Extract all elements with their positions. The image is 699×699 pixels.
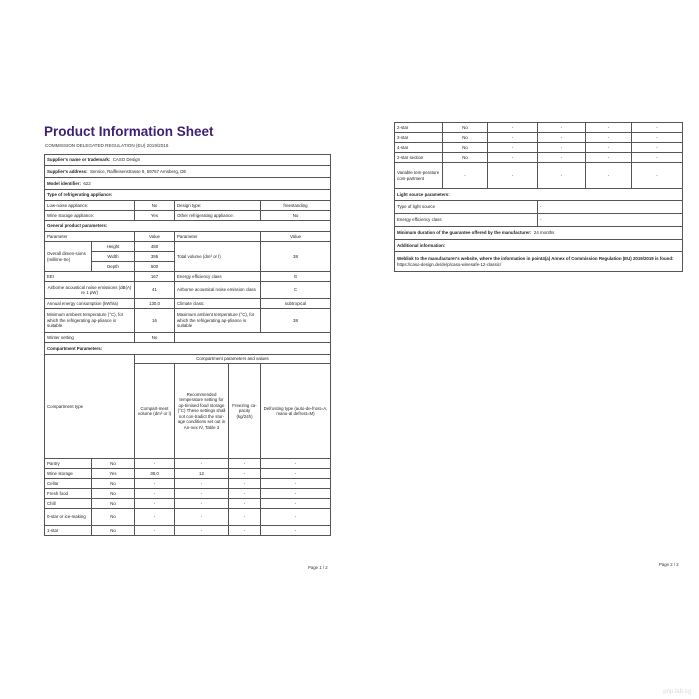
height-row [45, 242, 331, 252]
low-noise-label: Low-noise appliance: [45, 201, 135, 211]
low-noise-row [45, 201, 331, 211]
model-row [45, 178, 331, 190]
page-one [30, 118, 330, 578]
watermark: pnp.lab.sg [663, 689, 691, 695]
address-row [45, 166, 331, 178]
table-row: 2-star section No - - - - [395, 153, 683, 163]
min-temp-label: Minimum ambient temperature (°C), for which the refrigerating ap-pliance is suitable [45, 309, 135, 333]
sheet-title: Product Information Sheet [44, 124, 214, 139]
product-info-table [44, 154, 331, 536]
climate-class-label: Climate class: [175, 299, 261, 309]
light-source-header: Light source parameters: [395, 189, 683, 201]
compartment-header: Compartment Parameters: [45, 343, 331, 355]
general-header-row [45, 221, 331, 232]
variable-temp-label: Variable tem-perature com-partment [395, 163, 443, 189]
table-row: Wine storage Yes 38,0 12 - - [45, 469, 331, 479]
noise-value: 41 [135, 282, 175, 299]
temperature-row [45, 309, 331, 333]
climate-class-value: subtropical [261, 299, 331, 309]
total-volume-value: 38 [261, 242, 331, 272]
additional-header-row [395, 240, 683, 252]
guarantee-label: Minimum duration of the guarantee offered by the manufacturer: [397, 230, 532, 236]
design-type-label: Design type: [175, 201, 261, 211]
page-number: Page 2 / 2 [659, 562, 679, 567]
annual-energy-value: 130,0 [135, 299, 175, 309]
height-label: Height [92, 242, 135, 252]
page-two [376, 118, 686, 578]
light-class-value: - [538, 214, 683, 227]
param-header-row [45, 232, 331, 242]
table-row: 1-star No - - - - [45, 526, 331, 536]
supplier-row [45, 155, 331, 166]
table-row: Pantry No - - - - [45, 459, 331, 469]
continuation-table [394, 122, 683, 272]
table-row: 0-star or ice-making No - - - - [45, 509, 331, 526]
winter-value: No [135, 333, 175, 343]
eei-value: 167 [135, 272, 175, 282]
compartment-params-heading: Compartment parameters and values [135, 355, 331, 364]
param-heading-1: Parameter [45, 232, 135, 242]
wine-storage-value: Yes [135, 211, 175, 221]
noise-row [45, 282, 331, 299]
supplier-value: CASO Design [112, 157, 141, 163]
noise-class-value: C [261, 282, 331, 299]
low-noise-value: No [135, 201, 175, 211]
table-row: Chill No - - - - [45, 499, 331, 509]
width-value: 395 [135, 252, 175, 262]
height-value: 480 [135, 242, 175, 252]
wine-storage-row [45, 211, 331, 221]
other-ref-value: No [261, 211, 331, 221]
max-temp-value: 38 [261, 309, 331, 333]
other-ref-label: Other refrigerating appliance: [175, 211, 261, 221]
type-header: Type of refrigerating appliance: [45, 190, 331, 201]
variable-temp-row: Variable tem-perature com-partment - - - - - [395, 163, 683, 189]
winter-row [45, 333, 331, 343]
compartment-type-label: Compartment type [45, 355, 135, 459]
compartment-header-row [45, 343, 331, 355]
page-number: Page 1 / 2 [308, 565, 328, 570]
type-header-row [45, 190, 331, 201]
value-heading-2: Value [261, 232, 331, 242]
volume-column-heading: Compart-ment volume (dm³ or l) [135, 364, 175, 459]
defrost-column-heading: Defrosting type (auto-de-frost=A, manu-al defrost=M) [261, 364, 331, 459]
depth-value: 500 [135, 262, 175, 272]
noise-class-label: Airborne acoustical noise emission class [175, 282, 261, 299]
model-label: Model identifier: [47, 180, 81, 186]
table-row: 4-star No - - - - [395, 143, 683, 153]
light-type-row [395, 201, 683, 214]
depth-label: Depth [92, 262, 135, 272]
table-row: Cellar No - - - - [45, 479, 331, 489]
address-label: Supplier's address: [47, 168, 88, 174]
total-volume-label: Total volume (dm³ or l) [175, 242, 261, 272]
address-value: Service, Raiffeisenstrasse 9, 59757 Arnsberg, DE [90, 168, 187, 174]
table-row: 2-star No - - - - [395, 123, 683, 133]
comp-params-header-row [45, 355, 331, 364]
supplier-label: Supplier's name or trademark: [47, 157, 111, 163]
temperature-column-heading: Recommended temperature setting for op-timised food storage (°C) These settings shall not con-tradict the stor-age conditions set out in An-nex IV, Table 3 [175, 364, 229, 459]
design-type-value: freestanding [261, 201, 331, 211]
weblink-row [395, 252, 683, 272]
guarantee-row [395, 227, 683, 240]
light-type-label: Type of light source [395, 201, 538, 214]
param-heading-2: Parameter [175, 232, 261, 242]
model-value: 622 [83, 180, 91, 186]
eei-label: EEI [45, 272, 135, 282]
dimensions-label: Overall dimen-sions (millime-tre) [45, 242, 92, 272]
table-row: 3-star No - - - - [395, 133, 683, 143]
wine-storage-label: Wine storage appliance: [45, 211, 135, 221]
freezing-column-heading: Freezing ca-pacity (kg/24h) [229, 364, 261, 459]
light-header-row [395, 189, 683, 201]
table-row: Fresh food No - - - - [45, 489, 331, 499]
efficiency-class-value: G [261, 272, 331, 282]
winter-label: Winter setting [45, 333, 135, 343]
noise-label: Airborne acoustical noise emissions (dB(A) re 1 pW) [45, 282, 135, 299]
weblink-label: Weblink to the manufacturer's website, where the information in point4(a) Annex of Commission Regulation (EU) 2019/2019 is found: [397, 256, 674, 261]
light-class-row [395, 214, 683, 227]
weblink-value[interactable]: https://caso-design.de/de/p/caso-winesafe-12-classic/ [397, 261, 502, 267]
efficiency-class-label: Energy efficiency class [175, 272, 261, 282]
eei-row [45, 272, 331, 282]
general-header: General product parameters: [45, 221, 331, 232]
light-type-value: - [538, 201, 683, 214]
light-class-label: Energy efficiency class [395, 214, 538, 227]
additional-info-header: Additional information: [395, 240, 683, 252]
min-temp-value: 16 [135, 309, 175, 333]
annual-energy-row [45, 299, 331, 309]
regulation-subtitle: COMMISSION DELEGATED REGULATION (EU) 2019/2016 [45, 143, 169, 148]
guarantee-value: 24 months [533, 230, 555, 236]
width-label: Width [92, 252, 135, 262]
annual-energy-label: Annual energy consumption (kWh/a) [45, 299, 135, 309]
max-temp-label: Maximum ambient temperature (°C), for which the refrigerating ap-pliance is suitable [175, 309, 261, 333]
value-heading-1: Value [135, 232, 175, 242]
